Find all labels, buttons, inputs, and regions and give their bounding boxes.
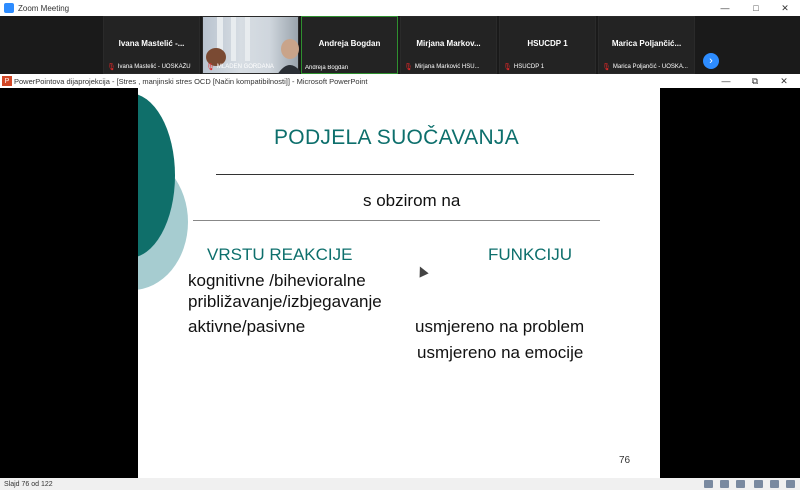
heading-left: VRSTU REAKCIJE xyxy=(207,245,353,264)
divider-line xyxy=(216,174,634,175)
bullet-line: usmjereno na emocije xyxy=(417,343,584,362)
participant-tile-video[interactable] xyxy=(202,16,299,74)
participant-tile-active[interactable] xyxy=(301,16,398,74)
slide-subtitle: s obzirom na xyxy=(363,191,461,210)
view-icon[interactable] xyxy=(786,480,795,488)
reading-view-icon[interactable] xyxy=(736,480,745,488)
participant-name: Mirjana Markov... xyxy=(416,39,481,48)
ppt-minimize-button[interactable]: — xyxy=(721,76,731,86)
slide-counter: Slajd 76 od 122 xyxy=(4,480,53,488)
maximize-button[interactable]: □ xyxy=(753,3,759,13)
normal-view-icon[interactable] xyxy=(704,480,713,488)
zoom-titlebar xyxy=(0,0,800,16)
participant-label: Marica Poljančić - UOSKA... xyxy=(612,64,688,70)
bullet-line: usmjereno na problem xyxy=(415,317,585,336)
heading-right: FUNKCIJU xyxy=(488,245,573,264)
participant-name: Marica Poljančić... xyxy=(611,39,682,48)
participant-tile[interactable] xyxy=(400,16,497,74)
next-participants-button[interactable] xyxy=(703,53,719,69)
participant-name: HSUCDP 1 xyxy=(527,39,568,48)
muted-mic-icon: 🎙 xyxy=(206,64,215,71)
slideshow-icon[interactable] xyxy=(754,480,763,488)
status-bar xyxy=(0,478,800,490)
participant-label: Mirjana Marković HSU... xyxy=(414,64,480,70)
muted-mic-icon: 🎙 xyxy=(404,64,413,71)
ppt-close-button[interactable]: ✕ xyxy=(780,75,788,86)
zoom-fit-icon[interactable] xyxy=(770,480,779,488)
participant-tile[interactable] xyxy=(499,16,596,74)
muted-mic-icon: 🎙 xyxy=(503,64,512,71)
slide-number: 76 xyxy=(619,455,631,466)
chevron-right-icon: › xyxy=(709,55,713,67)
participant-label: Ivana Mastelić - UOSKAŽU xyxy=(117,64,191,70)
participant-name: Andreja Bogdan xyxy=(318,39,381,48)
muted-mic-icon: 🎙 xyxy=(107,64,116,71)
participant-name: Ivana Mastelić -... xyxy=(118,39,185,48)
slide-sorter-icon[interactable] xyxy=(720,480,729,488)
mouse-cursor-icon xyxy=(415,264,428,277)
ppt-window-title: PowerPointova dijaprojekcija - [Stres , manjinski stres OCD [Način kompatibilnosti]] - Microsoft PowerPoint xyxy=(14,76,368,86)
muted-mic-icon: 🎙 xyxy=(602,64,611,71)
participant-tile[interactable] xyxy=(103,16,200,74)
slide[interactable] xyxy=(138,88,660,478)
participant-label: MLADEN GORDANA xyxy=(216,64,274,70)
participant-label: HSUCDP 1 xyxy=(513,64,545,70)
zoom-icon xyxy=(4,3,14,13)
powerpoint-icon: P xyxy=(2,76,12,86)
bullet-line: kognitivne /bihevioralne xyxy=(188,271,366,290)
participant-tile[interactable] xyxy=(598,16,695,74)
minimize-button[interactable]: — xyxy=(720,3,730,13)
ppt-restore-button[interactable]: ⧉ xyxy=(751,75,759,86)
ppt-titlebar xyxy=(0,74,800,88)
participant-strip xyxy=(0,16,800,74)
zoom-window-title: Zoom Meeting xyxy=(18,3,70,13)
participant-label: Andreja Bogdan xyxy=(305,65,349,71)
slide-title: PODJELA SUOČAVANJA xyxy=(274,126,520,149)
bullet-line: približavanje/izbjegavanje xyxy=(188,292,382,311)
close-button[interactable]: ✕ xyxy=(781,2,789,13)
bullet-line: aktivne/pasivne xyxy=(188,317,306,336)
divider-line xyxy=(193,220,600,221)
